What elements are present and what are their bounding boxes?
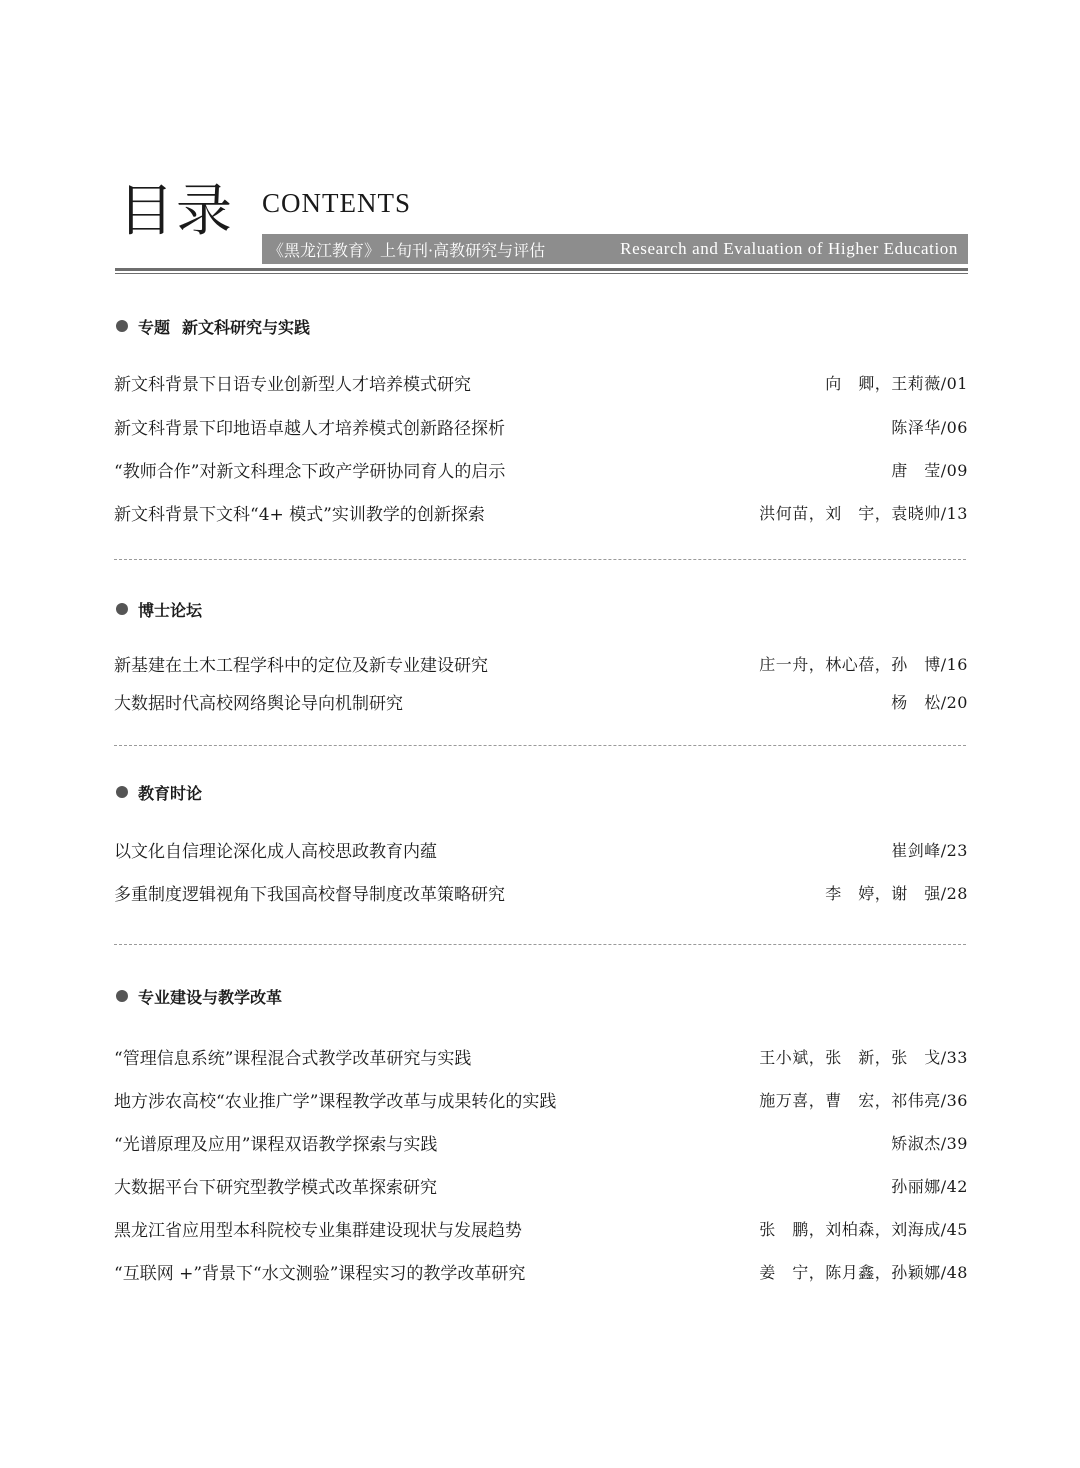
entry-authors-page: 洪何苗，刘 宇，袁晓帅/13 xyxy=(759,503,968,523)
bullet-icon xyxy=(116,320,128,332)
section-title: 教育时论 xyxy=(138,783,203,803)
header-rule xyxy=(115,268,968,271)
entry-authors-page: 庄一舟，林心蓓，孙 博/16 xyxy=(759,654,968,674)
entry-title: 地方涉农高校“农业推广学”课程教学改革与成果转化的实践 xyxy=(114,1091,557,1112)
entry-title: 新基建在土木工程学科中的定位及新专业建设研究 xyxy=(114,655,488,676)
entry-authors-page: 施万喜，曹 宏，祁伟亮/36 xyxy=(759,1090,968,1110)
page-title-en: CONTENTS xyxy=(262,188,411,218)
toc-entry[interactable] xyxy=(114,879,968,905)
entry-title: 黑龙江省应用型本科院校专业集群建设现状与发展趋势 xyxy=(114,1220,522,1241)
bullet-icon xyxy=(116,990,128,1002)
toc-entry[interactable] xyxy=(114,1043,968,1069)
entry-title: 大数据时代高校网络舆论导向机制研究 xyxy=(114,693,403,714)
entry-authors-page: 孙丽娜/42 xyxy=(891,1176,968,1196)
entry-authors-page: 唐 莹/09 xyxy=(891,460,968,480)
entry-authors-page: 陈泽华/06 xyxy=(891,417,968,437)
journal-subtitle-en: Research and Evaluation of Higher Education xyxy=(620,239,958,258)
section-divider xyxy=(114,559,966,560)
page-title-cn: 目录 xyxy=(118,179,234,244)
entry-title: “光谱原理及应用”课程双语教学探索与实践 xyxy=(114,1134,438,1155)
header-rule-thin xyxy=(115,273,968,274)
entry-title: “管理信息系统”课程混合式教学改革研究与实践 xyxy=(114,1048,472,1069)
entry-authors-page: 张 鹏，刘柏森，刘海成/45 xyxy=(759,1219,968,1239)
journal-subtitle-cn: 《黑龙江教育》上旬刊·高教研究与评估 xyxy=(268,240,546,260)
toc-entry[interactable] xyxy=(114,836,968,862)
toc-entry[interactable] xyxy=(114,1172,968,1198)
toc-entry[interactable] xyxy=(114,650,968,676)
section-heading xyxy=(116,780,202,804)
section-heading xyxy=(116,314,310,338)
section-prefix: 专题 xyxy=(138,317,171,337)
toc-entry[interactable] xyxy=(114,1258,968,1284)
entry-title: “互联网 +”背景下“水文测验”课程实习的教学改革研究 xyxy=(114,1263,526,1284)
entry-authors-page: 矫淑杰/39 xyxy=(891,1133,968,1153)
toc-entry[interactable] xyxy=(114,1215,968,1241)
entry-authors-page: 杨 松/20 xyxy=(891,692,968,712)
bullet-icon xyxy=(116,786,128,798)
toc-entry[interactable] xyxy=(114,1086,968,1112)
entry-title: 新文科背景下印地语卓越人才培养模式创新路径探析 xyxy=(114,418,505,439)
entry-title: 大数据平台下研究型教学模式改革探索研究 xyxy=(114,1177,437,1198)
entry-authors-page: 姜 宁，陈月鑫，孙颖娜/48 xyxy=(759,1262,968,1282)
entry-authors-page: 王小斌，张 新，张 戈/33 xyxy=(759,1047,968,1067)
bullet-icon xyxy=(116,603,128,615)
toc-entry[interactable] xyxy=(114,1129,968,1155)
entry-title: 新文科背景下文科“4+ 模式”实训教学的创新探索 xyxy=(114,504,485,525)
entry-authors-page: 李 婷，谢 强/28 xyxy=(825,883,968,903)
entry-title: 新文科背景下日语专业创新型人才培养模式研究 xyxy=(114,374,471,395)
entry-authors-page: 崔剑峰/23 xyxy=(891,840,968,860)
section-title: 专业建设与教学改革 xyxy=(138,987,283,1007)
section-heading xyxy=(116,984,282,1008)
section-heading xyxy=(116,597,202,621)
journal-subtitle-bar xyxy=(262,234,968,264)
entry-title: “教师合作”对新文科理念下政产学研协同育人的启示 xyxy=(114,461,506,482)
toc-entry[interactable] xyxy=(114,369,968,395)
section-title: 博士论坛 xyxy=(138,600,203,620)
entry-title: 以文化自信理论深化成人高校思政教育内蕴 xyxy=(114,841,437,862)
toc-entry[interactable] xyxy=(114,413,968,439)
toc-entry[interactable] xyxy=(114,456,968,482)
entry-title: 多重制度逻辑视角下我国高校督导制度改革策略研究 xyxy=(114,884,505,905)
section-divider xyxy=(114,745,966,746)
toc-entry[interactable] xyxy=(114,499,968,525)
section-divider xyxy=(114,944,966,945)
toc-entry[interactable] xyxy=(114,688,968,714)
entry-authors-page: 向 卿，王莉薇/01 xyxy=(825,373,968,393)
section-title: 新文科研究与实践 xyxy=(182,317,311,337)
